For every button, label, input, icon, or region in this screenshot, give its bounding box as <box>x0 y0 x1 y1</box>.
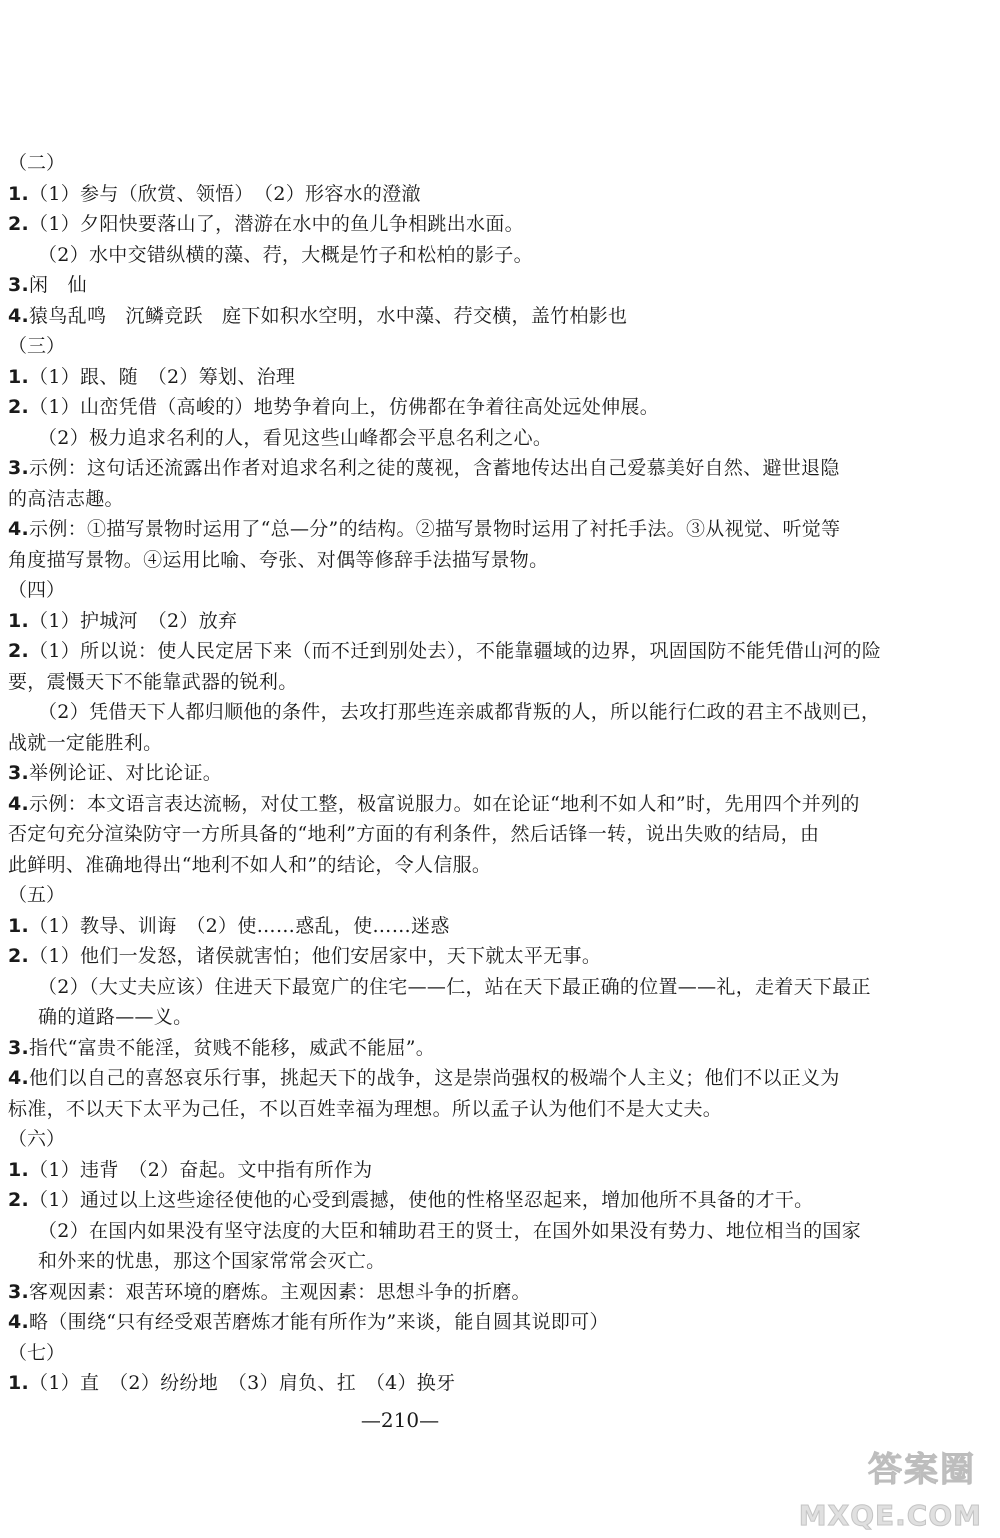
question-number: 2. <box>8 213 30 235</box>
question-number: 1. <box>8 1158 30 1181</box>
answer-line <box>8 1246 888 1277</box>
answer-text: （1）违背 （2）奋起。文中指有所作为 <box>29 1158 373 1181</box>
answer-text: （1）教导、训诲 （2）使……惑乱，使……迷惑 <box>29 914 450 937</box>
answer-line <box>8 1277 888 1308</box>
answer-text: 和外来的忧患，那这个国家常常会灭亡。 <box>38 1250 386 1272</box>
watermark-logo <box>798 1442 986 1532</box>
question-number: 3. <box>8 1280 30 1303</box>
answer-line <box>8 636 888 667</box>
section-heading: （二） <box>8 152 66 174</box>
answer-text: （1）夕阳快要落山了，潜游在水中的鱼儿争相跳出水面。 <box>29 213 524 235</box>
answer-line <box>8 819 888 850</box>
answer-line <box>8 453 888 484</box>
answer-line <box>8 240 888 271</box>
answer-line <box>8 697 888 728</box>
answer-line <box>8 270 888 301</box>
answer-line <box>8 728 888 759</box>
answer-line <box>8 362 888 393</box>
answer-line <box>8 1002 888 1033</box>
answer-line <box>8 392 888 423</box>
section-heading: （六） <box>8 1128 66 1150</box>
answer-text: （1）通过以上这些途径使他的心受到震撼，使他的性格坚忍起来，增加他所不具备的才干。 <box>29 1189 814 1211</box>
answer-line <box>8 1185 888 1216</box>
answer-text: 标准，不以天下太平为己任，不以百姓幸福为理想。所以孟子认为他们不是大丈夫。 <box>8 1097 723 1120</box>
question-number: 2. <box>8 640 30 662</box>
answer-text: 客观因素：艰苦环境的磨炼。主观因素：思想斗争的折磨。 <box>29 1280 531 1303</box>
answer-line <box>8 1094 888 1125</box>
answer-text: （2）在国内如果没有坚守法度的大臣和辅助君王的贤士，在国外如果没有势力、地位相当的国家 <box>38 1219 861 1242</box>
answer-text: （1）护城河 （2）放弃 <box>29 609 238 632</box>
answer-line <box>8 1155 888 1186</box>
question-number: 3. <box>8 457 30 479</box>
answer-text: （2）（大丈夫应该）住进天下最宽广的住宅——仁，站在天下最正确的位置——礼，走着天下最正 <box>38 975 871 998</box>
answer-text: （1）直 （2）纷纷地 （3）肩负、扛 （4）换牙 <box>29 1372 456 1394</box>
question-number: 2. <box>8 396 30 418</box>
question-number: 1. <box>8 182 30 205</box>
answer-line <box>8 758 888 789</box>
question-number: 1. <box>8 1372 30 1394</box>
answer-text: 角度描写景物。④运用比喻、夸张、对偶等修辞手法描写景物。 <box>8 548 549 571</box>
answer-line <box>8 911 888 942</box>
answer-line <box>8 941 888 972</box>
answer-text: （1）山峦凭借（高峻的）地势争着向上，仿佛都在争着往高处远处伸展。 <box>29 396 660 418</box>
watermark-text-top: 答案圈 <box>868 1450 976 1490</box>
question-number: 3. <box>8 1036 30 1059</box>
question-number: 2. <box>8 945 30 967</box>
question-number: 4. <box>8 304 30 327</box>
answer-text: 要，震慑天下不能靠武器的锐利。 <box>8 670 298 693</box>
question-number: 1. <box>8 365 30 388</box>
answer-text: （2）凭借天下人都归顺他的条件，去攻打那些连亲戚都背叛的人，所以能行仁政的君主不战则已， <box>38 701 881 723</box>
answer-text: （2）水中交错纵横的藻、荇，大概是竹子和松柏的影子。 <box>38 243 533 266</box>
answer-line <box>8 301 888 332</box>
answer-text: 指代“富贵不能淫，贫贱不能移，威武不能屈”。 <box>29 1036 436 1059</box>
answer-text: 示例：①描写景物时运用了“总—分”的结构。②描写景物时运用了衬托手法。③从视觉、听觉等 <box>29 518 841 540</box>
answer-text: 的高洁志趣。 <box>8 487 124 510</box>
answer-line <box>8 606 888 637</box>
answer-line <box>8 545 888 576</box>
answer-text: 此鲜明、准确地得出“地利不如人和”的结论，令人信服。 <box>8 853 492 876</box>
question-number: 3. <box>8 274 30 296</box>
answer-text: 示例：本文语言表达流畅，对仗工整，极富说服力。如在论证“地利不如人和”时，先用四个并列的 <box>29 792 860 815</box>
question-number: 4. <box>8 1067 30 1089</box>
answer-line <box>8 1368 888 1399</box>
answer-text: 确的道路——义。 <box>38 1006 193 1028</box>
answer-text: （2）极力追求名利的人，看见这些山峰都会平息名利之心。 <box>38 426 553 449</box>
answer-text: 示例：这句话还流露出作者对追求名利之徒的蔑视，含蓄地传达出自己爱慕美好自然、避世退隐 <box>29 457 840 479</box>
answer-text: （1）他们一发怒，诸侯就害怕；他们安居家中，天下就太平无事。 <box>29 945 602 967</box>
answer-text: （1）所以说：使人民定居下来（而不迁到别处去），不能靠疆域的边界，巩固国防不能凭借山河的险 <box>29 640 882 662</box>
answer-line <box>8 1063 888 1094</box>
section-heading: （四） <box>8 579 66 601</box>
answer-text: 猿鸟乱鸣 沉鳞竞跃 庭下如积水空明，水中藻、荇交横，盖竹柏影也 <box>29 304 628 327</box>
answer-line <box>8 667 888 698</box>
answer-text: 略（围绕“只有经受艰苦磨炼才能有所作为”来谈，能自圆其说即可） <box>29 1311 609 1333</box>
question-number: 2. <box>8 1189 30 1211</box>
answer-line <box>8 179 888 210</box>
question-number: 4. <box>8 792 30 815</box>
question-number: 1. <box>8 609 30 632</box>
answer-content <box>8 148 888 1399</box>
page-number: —210— <box>360 1408 440 1432</box>
answer-line <box>8 1307 888 1338</box>
answer-line <box>8 972 888 1003</box>
answer-line <box>8 209 888 240</box>
question-number: 4. <box>8 518 30 540</box>
answer-line <box>8 514 888 545</box>
answer-text: 他们以自己的喜怒哀乐行事，挑起天下的战争，这是崇尚强权的极端个人主义；他们不以正义为 <box>29 1067 840 1089</box>
question-number: 3. <box>8 762 30 784</box>
answer-line <box>8 1216 888 1247</box>
answer-text: 否定句充分渲染防守一方所具备的“地利”方面的有利条件，然后话锋一转，说出失败的结局，由 <box>8 823 820 845</box>
answer-text: 战就一定能胜利。 <box>8 731 163 754</box>
watermark-text-bottom: MXQE.COM <box>798 1499 982 1532</box>
answer-text: （1）参与（欣赏、领悟） （2）形容水的澄澈 <box>29 182 421 205</box>
answer-text: 闲 仙 <box>29 274 87 296</box>
answer-line <box>8 789 888 820</box>
answer-text: （1）跟、随 （2）筹划、治理 <box>29 365 296 388</box>
answer-line <box>8 423 888 454</box>
section-heading: （五） <box>8 884 66 906</box>
answer-line <box>8 850 888 881</box>
question-number: 1. <box>8 914 30 937</box>
answer-line <box>8 484 888 515</box>
section-heading: （三） <box>8 335 66 357</box>
question-number: 4. <box>8 1311 30 1333</box>
answer-text: 举例论证、对比论证。 <box>29 762 223 784</box>
section-heading: （七） <box>8 1341 66 1364</box>
answer-line <box>8 1033 888 1064</box>
